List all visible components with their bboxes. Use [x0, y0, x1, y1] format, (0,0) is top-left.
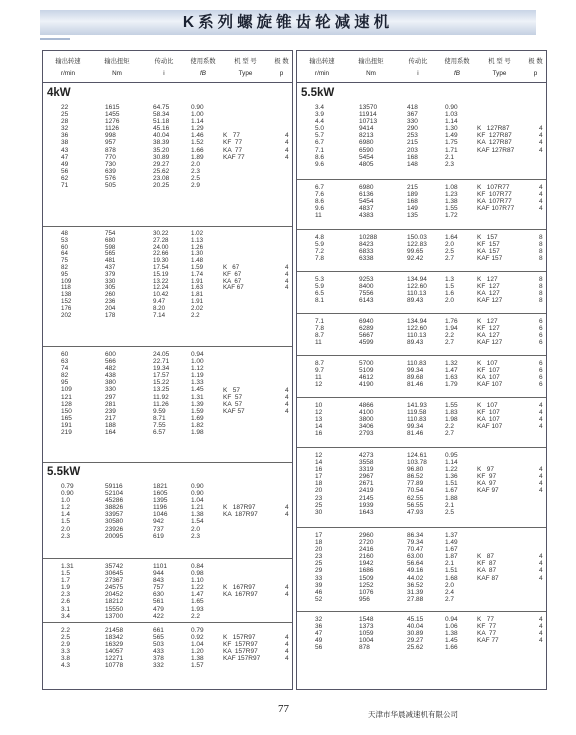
col-type: K 97 KF 97 KA 97 KAF 97: [477, 466, 499, 495]
col-i: 418 367 330 290 253 215 203 168 148: [407, 104, 418, 168]
col-fb: 1.32 1.47 1.63 1.79: [445, 360, 458, 389]
col-fb: 0.95 1.14 1.22 1.36 1.51 1.67 1.88 2.1 2.5: [445, 452, 458, 516]
col-fb: 0.94 1.00 1.12 1.19 1.33 1.45 1.31 1.39 1.59 1.69 1.82 1.98: [191, 351, 204, 437]
table-header: [297, 51, 546, 83]
header-label: 机 型 号: [234, 58, 257, 65]
header-label: p: [533, 70, 538, 77]
col-n: 22 25 28 32 36 38 43 47 49 56 62 71: [61, 104, 69, 190]
col-tq: 10288 8423 6833 6338: [359, 234, 378, 263]
col-tq: 4866 4100 3800 3406 2793: [359, 402, 374, 438]
col-tq: 6940 6289 5667 4599: [359, 318, 374, 347]
header-label: 传动比: [154, 58, 174, 65]
col-n: 17 18 20 23 25 29 33 39 46 52: [315, 532, 323, 603]
header-label: i: [163, 70, 165, 77]
col-poles: 4 4 4 4: [539, 616, 543, 645]
header-label: 输出扭矩: [104, 58, 130, 65]
table-section: [297, 397, 546, 447]
col-tq: 35742 30645 27367 24575 20452 18212 15550 13700: [105, 563, 124, 620]
col-type: K 157 KF 157 KA 157 KAF 157: [477, 234, 503, 263]
col-n: 60 63 74 82 95 109 121 128 150 165 191 219: [61, 351, 72, 437]
col-type: K 127 KF 127 KA 127 KAF 127: [477, 276, 503, 305]
col-type: K 127R87 KF 127R87 KA 127R87 KAF 127R87: [477, 125, 515, 154]
table-section: [297, 527, 546, 611]
header-label: 输出转速: [309, 58, 335, 65]
table-section: [43, 346, 292, 462]
table-section: [297, 271, 546, 313]
col-n: 0.79 0.90 1.0 1.2 1.4 1.5 2.0 2.3: [61, 483, 74, 540]
col-poles: 4 4 4 4: [539, 184, 543, 213]
col-poles: 4 4: [285, 584, 289, 599]
page-title-banner: [40, 10, 536, 35]
col-i: 64.75 58.34 51.18 45.16 40.04 38.39 35.20 30.89 29.27 25.62 23.08 20.25: [153, 104, 170, 190]
col-n: 8.7 9.7 11 12: [315, 360, 325, 389]
col-fb: 0.90 1.00 1.14 1.29 1.46 1.52 1.66 1.89 2.0 2.3 2.5 2.9: [191, 104, 204, 190]
header-label: 极 数: [528, 58, 543, 65]
col-type: K 77 KF 77 KA 77 KAF 77: [223, 132, 245, 161]
col-fb: 1.76 1.94 2.2 2.7: [445, 318, 458, 347]
header-label: i: [417, 70, 419, 77]
col-i: 124.61 103.78 96.80 86.52 77.89 70.54 62.55 56.55 47.93: [407, 452, 427, 516]
col-i: 134.94 122.60 110.13 89.43: [407, 276, 427, 305]
col-fb: 1.08 1.23 1.38 1.55 1.72: [445, 184, 458, 220]
col-fb: 1.3 1.5 1.6 2.0: [445, 276, 455, 305]
header-label: 输出扭矩: [358, 58, 384, 65]
col-i: 1821 1605 1395 1196 1046 942 737 619: [153, 483, 168, 540]
col-n: 5.3 5.9 6.5 8.1: [315, 276, 325, 305]
power-label: 5.5kW: [301, 87, 335, 99]
header-label: 输出转速: [55, 58, 81, 65]
col-n: 12 14 16 17 18 20 23 25 30: [315, 452, 323, 516]
header-label: 机 型 号: [488, 58, 511, 65]
col-fb: 0.90 0.90 1.04 1.21 1.38 1.54 2.0 2.3: [191, 483, 204, 540]
col-i: 661 565 503 433 378 332: [153, 627, 164, 670]
col-poles: 4 4 4 4: [539, 553, 543, 582]
table-header: [43, 51, 292, 83]
col-fb: 1.37 1.49 1.67 1.87 2.1 1.51 1.68 2.0 2.4 2.7: [445, 532, 458, 603]
col-tq: 1615 1455 1276 1126 998 957 878 770 730 639 576 505: [105, 104, 120, 190]
col-i: 141.93 119.58 110.83 99.34 81.46: [407, 402, 427, 438]
table-section: [297, 355, 546, 397]
header-label: Type: [238, 70, 253, 77]
col-type: K 107 KF 107 KA 107 KAF 107: [477, 402, 503, 431]
col-poles: 4 4 4 4: [539, 125, 543, 154]
table-section: [43, 558, 292, 622]
col-tq: 59116 52104 45286 38826 33957 30580 23926 20095: [105, 483, 124, 540]
header-label: p: [279, 70, 284, 77]
col-fb: 1.64 2.0 2.5 2.7: [445, 234, 458, 263]
col-n: 2.2 2.5 2.9 3.3 3.8 4.3: [61, 627, 71, 670]
col-i: 45.15 40.04 30.89 29.27 25.62: [407, 616, 424, 652]
col-fb: 0.84 0.98 1.10 1.22 1.47 1.65 1.93 2.2: [191, 563, 204, 620]
col-n: 6.7 7.6 8.6 9.6 11: [315, 184, 325, 220]
table-section: [297, 229, 546, 271]
col-type: K 77 KF 77 KA 77 KAF 77: [477, 616, 499, 645]
table-section: [297, 84, 546, 179]
col-i: 215 189 168 149 135: [407, 184, 418, 220]
header-label: Type: [492, 70, 507, 77]
col-poles: 4 4 4 4: [285, 132, 289, 161]
col-poles: 4 4 4 4: [285, 634, 289, 663]
col-type: K 107 KF 107 KA 107 KAF 107: [477, 360, 503, 389]
col-type: K 87 KF 87 KA 87 KAF 87: [477, 553, 499, 582]
col-poles: 4 4 4 4: [539, 402, 543, 431]
col-fb: 0.90 1.03 1.14 1.30 1.49 1.75 1.71 2.1 2.3: [445, 104, 458, 168]
col-n: 7.1 7.8 8.7 11: [315, 318, 325, 347]
page-number: 77: [278, 703, 289, 715]
header-label: fB: [454, 70, 460, 77]
page-title: K系列螺旋锥齿轮减速机: [182, 14, 394, 31]
header-label: 使用系数: [444, 58, 470, 65]
col-type: K 157R97 KF 157R97 KA 157R97 KAF 157R97: [223, 634, 261, 663]
table-section: [43, 226, 292, 346]
header-label: 极 数: [274, 58, 289, 65]
header-label: fB: [200, 70, 206, 77]
col-fb: 0.79 0.92 1.04 1.20 1.38 1.57: [191, 627, 204, 670]
table-section: [297, 179, 546, 229]
table-section: [43, 462, 292, 558]
col-tq: 9253 8400 7556 6143: [359, 276, 374, 305]
col-n: 48 53 60 64 75 82 95 109 118 138 152 176 202: [61, 230, 72, 319]
right-spec-table: [296, 50, 547, 690]
left-spec-table: [42, 50, 293, 690]
header-label: r/min: [61, 70, 75, 77]
col-poles: 6 6 6 6: [539, 360, 543, 389]
col-poles: 8 8 8 8: [539, 234, 543, 263]
col-n: 32 36 47 49 56: [315, 616, 323, 652]
col-fb: 0.94 1.06 1.38 1.45 1.66: [445, 616, 458, 652]
col-i: 1101 944 843 757 630 561 479 422: [153, 563, 167, 620]
col-i: 150.03 122.83 99.65 92.42: [407, 234, 427, 263]
col-type: K 167R97 KA 167R97: [223, 584, 258, 599]
col-i: 110.83 99.34 89.68 81.46: [407, 360, 427, 389]
table-section: [297, 313, 546, 355]
col-i: 86.34 79.34 70.47 63.00 56.64 49.16 44.02 36.52 31.39 27.88: [407, 532, 424, 603]
table-section: [297, 447, 546, 527]
col-i: 30.22 27.28 24.00 22.66 19.30 17.54 15.19 13.22 12.24 10.42 9.47 8.20 7.14: [153, 230, 169, 319]
table-section: [297, 611, 546, 657]
col-tq: 5700 5109 4612 4190: [359, 360, 374, 389]
header-label: r/min: [315, 70, 329, 77]
col-type: K 127 KF 127 KA 127 KAF 127: [477, 318, 503, 347]
col-n: 1.31 1.5 1.7 1.9 2.3 2.6 3.1 3.4: [61, 563, 74, 620]
col-fb: 1.55 1.83 1.98 2.2 2.7: [445, 402, 458, 438]
col-i: 134.94 122.60 110.13 89.43: [407, 318, 427, 347]
col-poles: 4 4 4 4: [539, 466, 543, 495]
col-type: K 57 KF 57 KA 57 KAF 57: [223, 386, 245, 415]
col-poles: 6 6 6 6: [539, 318, 543, 347]
power-label: 4kW: [47, 87, 71, 99]
col-tq: 1548 1373 1059 1004 878: [359, 616, 374, 652]
col-poles: 4 4 4 4: [285, 264, 289, 292]
col-tq: 6980 6136 5454 4837 4383: [359, 184, 374, 220]
col-tq: 754 680 598 565 481 437 379 330 305 260 236 204 178: [105, 230, 116, 319]
col-type: K 107R77 KF 107R77 KA 107R77 KAF 107R77: [477, 184, 515, 213]
decorative-line: [40, 38, 70, 40]
table-section: [43, 622, 292, 692]
col-tq: 4273 3558 3319 2967 2671 2419 2145 1939 1643: [359, 452, 374, 516]
col-tq: 2960 2720 2416 2160 1942 1686 1509 1252 1076 956: [359, 532, 374, 603]
col-tq: 21458 18342 16329 14057 12271 10778: [105, 627, 124, 670]
header-label: 传动比: [408, 58, 428, 65]
power-label: 5.5kW: [47, 466, 81, 478]
col-n: 3.4 3.9 4.4 5.0 5.7 6.7 7.1 8.6 9.6: [315, 104, 325, 168]
col-i: 24.05 22.71 19.34 17.57 15.22 13.25 11.92 11.26 9.59 8.71 7.55 6.57: [153, 351, 170, 437]
col-n: 4.8 5.9 7.2 7.8: [315, 234, 325, 263]
company-footer: 天津市华晨减速机有限公司: [368, 710, 458, 719]
col-poles: 4 4: [285, 504, 289, 519]
col-tq: 600 566 482 438 380 330 297 281 239 217 188 164: [105, 351, 116, 437]
col-n: 10 12 13 14 16: [315, 402, 323, 438]
header-label: Nm: [366, 70, 376, 77]
table-section: [43, 84, 292, 226]
col-tq: 13570 11914 10713 9414 8213 6980 6590 5454 4805: [359, 104, 378, 168]
col-poles: 8 8 8 8: [539, 276, 543, 305]
header-label: 使用系数: [190, 58, 216, 65]
header-label: Nm: [112, 70, 122, 77]
col-type: K 187R97 KA 187R97: [223, 504, 258, 519]
col-poles: 4 4 4 4: [285, 386, 289, 415]
col-type: K 67 KF 67 KA 67 KAF 67: [223, 264, 244, 292]
col-fb: 1.02 1.13 1.26 1.30 1.48 1.59 1.74 1.91 1.63 1.81 1.91 2.02 2.2: [191, 230, 204, 319]
